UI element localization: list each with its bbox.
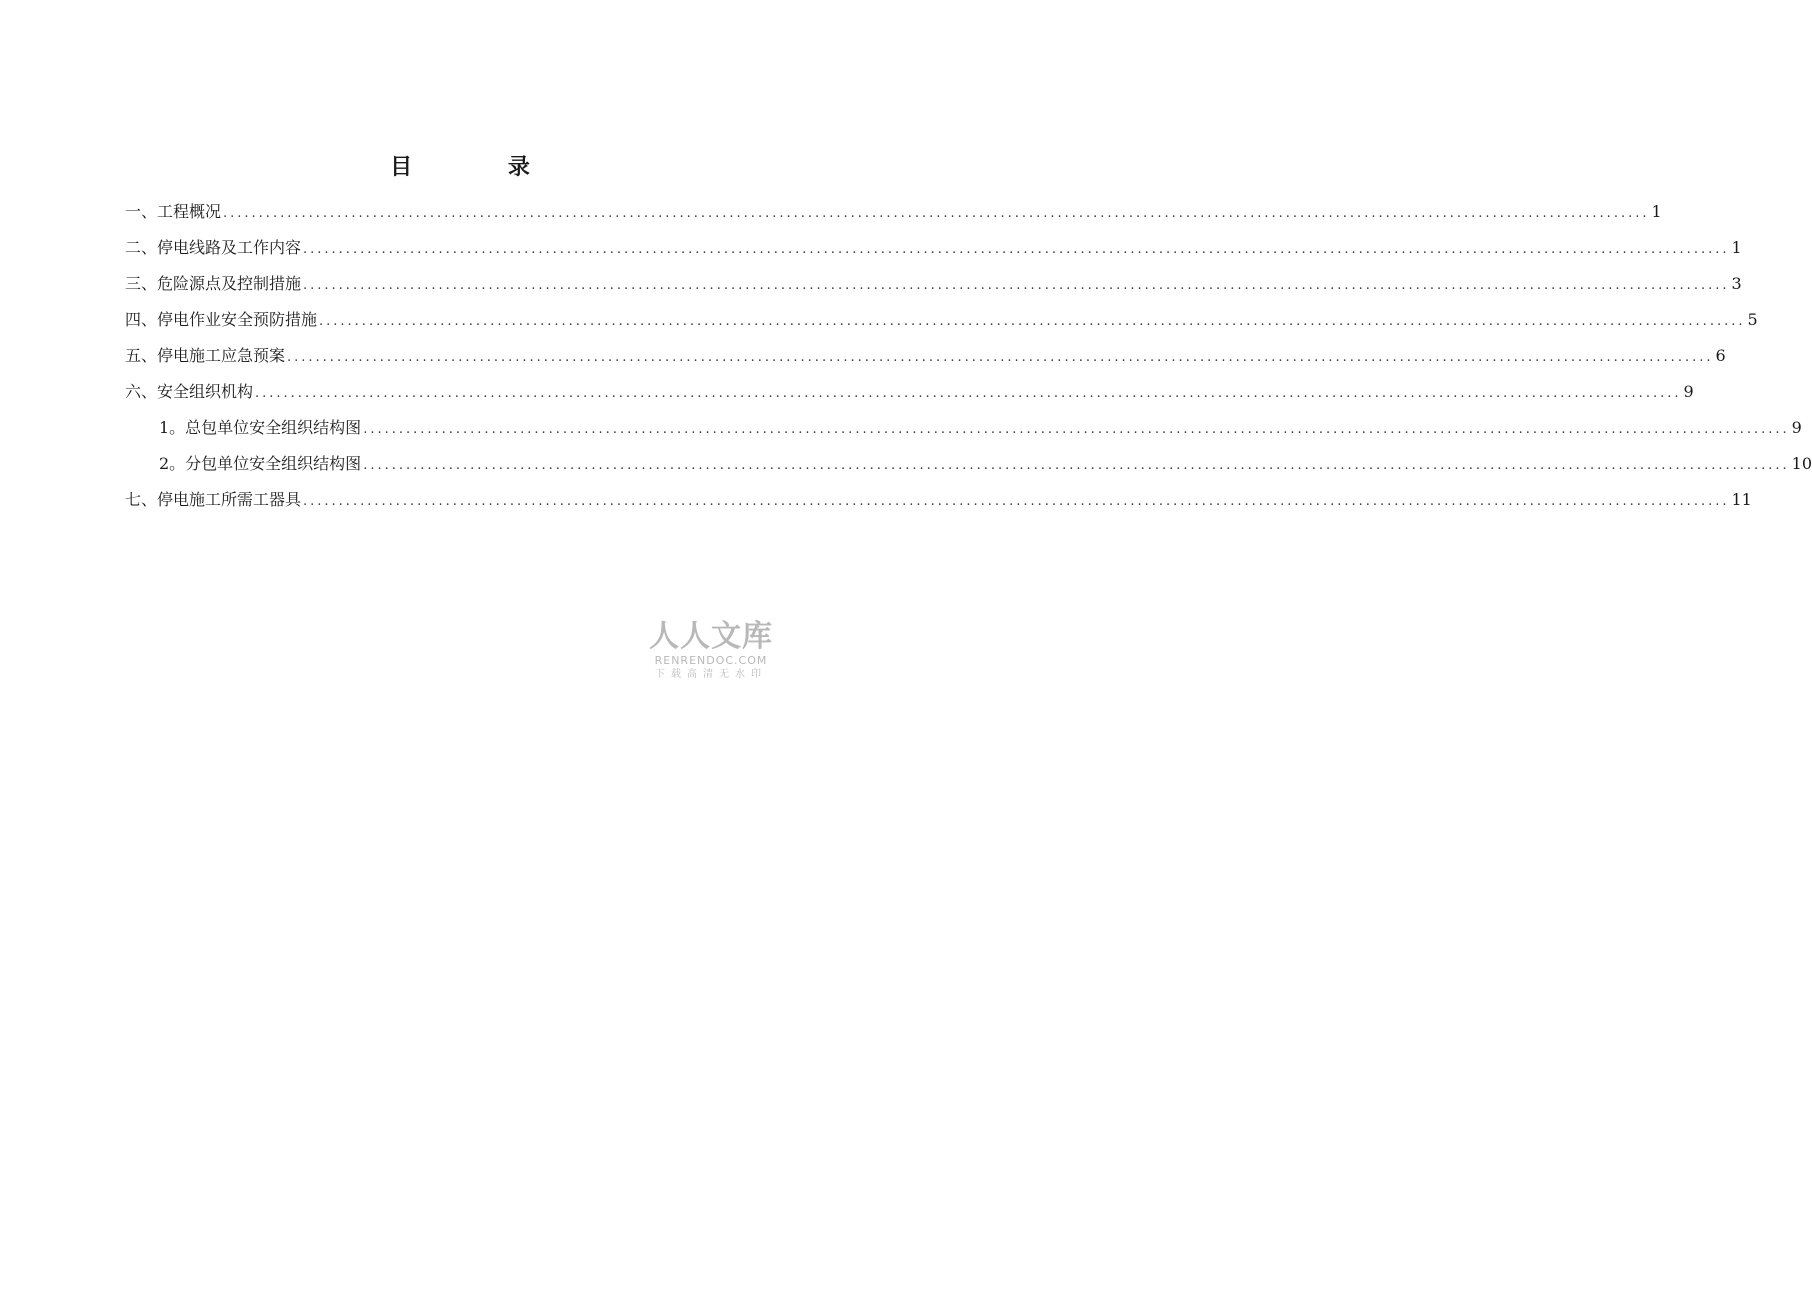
toc-entry[interactable] [125,305,1758,341]
toc-entry[interactable] [125,377,1694,413]
toc-leader-dots: ........................................................................................................................................................................................................ [319,314,1746,329]
toc-entry-label: 五、停电施工应急预案 [125,346,286,365]
toc-entry-page: 5 [1747,310,1758,329]
toc-entry-label: 六、安全组织机构 [125,382,254,401]
toc-entry-page: 11 [1731,490,1752,509]
toc-entry-label: 七、停电施工所需工器具 [125,490,302,509]
toc-entry-label: 三、危险源点及控制措施 [125,274,302,293]
toc-entry[interactable] [125,197,1662,233]
toc-entry-label: 2。分包单位安全组织结构图 [159,454,362,473]
toc-subentry[interactable] [125,413,1802,449]
toc-entry-label: 一、工程概况 [125,202,222,221]
toc-entry[interactable] [125,269,1742,305]
toc-leader-dots: ........................................................................................................................................................................................................ [363,458,1790,473]
toc-leader-dots: ........................................................................................................................................................................................................ [303,242,1730,257]
toc-title: 目 录 [390,155,574,180]
watermark-logo: 人人文库 [649,619,773,654]
toc-entry-page: 1 [1651,202,1662,221]
toc-entry-label: 1。总包单位安全组织结构图 [159,418,362,437]
watermark [646,620,776,682]
table-of-contents [125,197,1812,521]
toc-leader-dots: ........................................................................................................................................................................................................ [363,422,1790,437]
watermark-slogan: 下载高清无水印 [655,669,767,680]
toc-entry-page: 1 [1731,238,1742,257]
toc-entry[interactable] [125,485,1752,521]
toc-subentry[interactable] [125,449,1812,485]
toc-entry-page: 9 [1791,418,1802,437]
toc-entry-label: 四、停电作业安全预防措施 [125,310,318,329]
toc-leader-dots: ........................................................................................................................................................................................................ [287,350,1714,365]
toc-entry-page: 9 [1683,382,1694,401]
toc-entry-label: 二、停电线路及工作内容 [125,238,302,257]
toc-leader-dots: ........................................................................................................................................................................................................ [303,494,1730,509]
toc-leader-dots: ........................................................................................................................................................................................................ [255,386,1682,401]
toc-entry[interactable] [125,233,1742,269]
toc-entry-page: 10 [1791,454,1812,473]
toc-entry-page: 6 [1715,346,1726,365]
watermark-domain: RENRENDOC.COM [654,654,768,667]
toc-leader-dots: ........................................................................................................................................................................................................ [223,206,1650,221]
toc-leader-dots: ........................................................................................................................................................................................................ [303,278,1730,293]
toc-entry-page: 3 [1731,274,1742,293]
toc-entry[interactable] [125,341,1726,377]
